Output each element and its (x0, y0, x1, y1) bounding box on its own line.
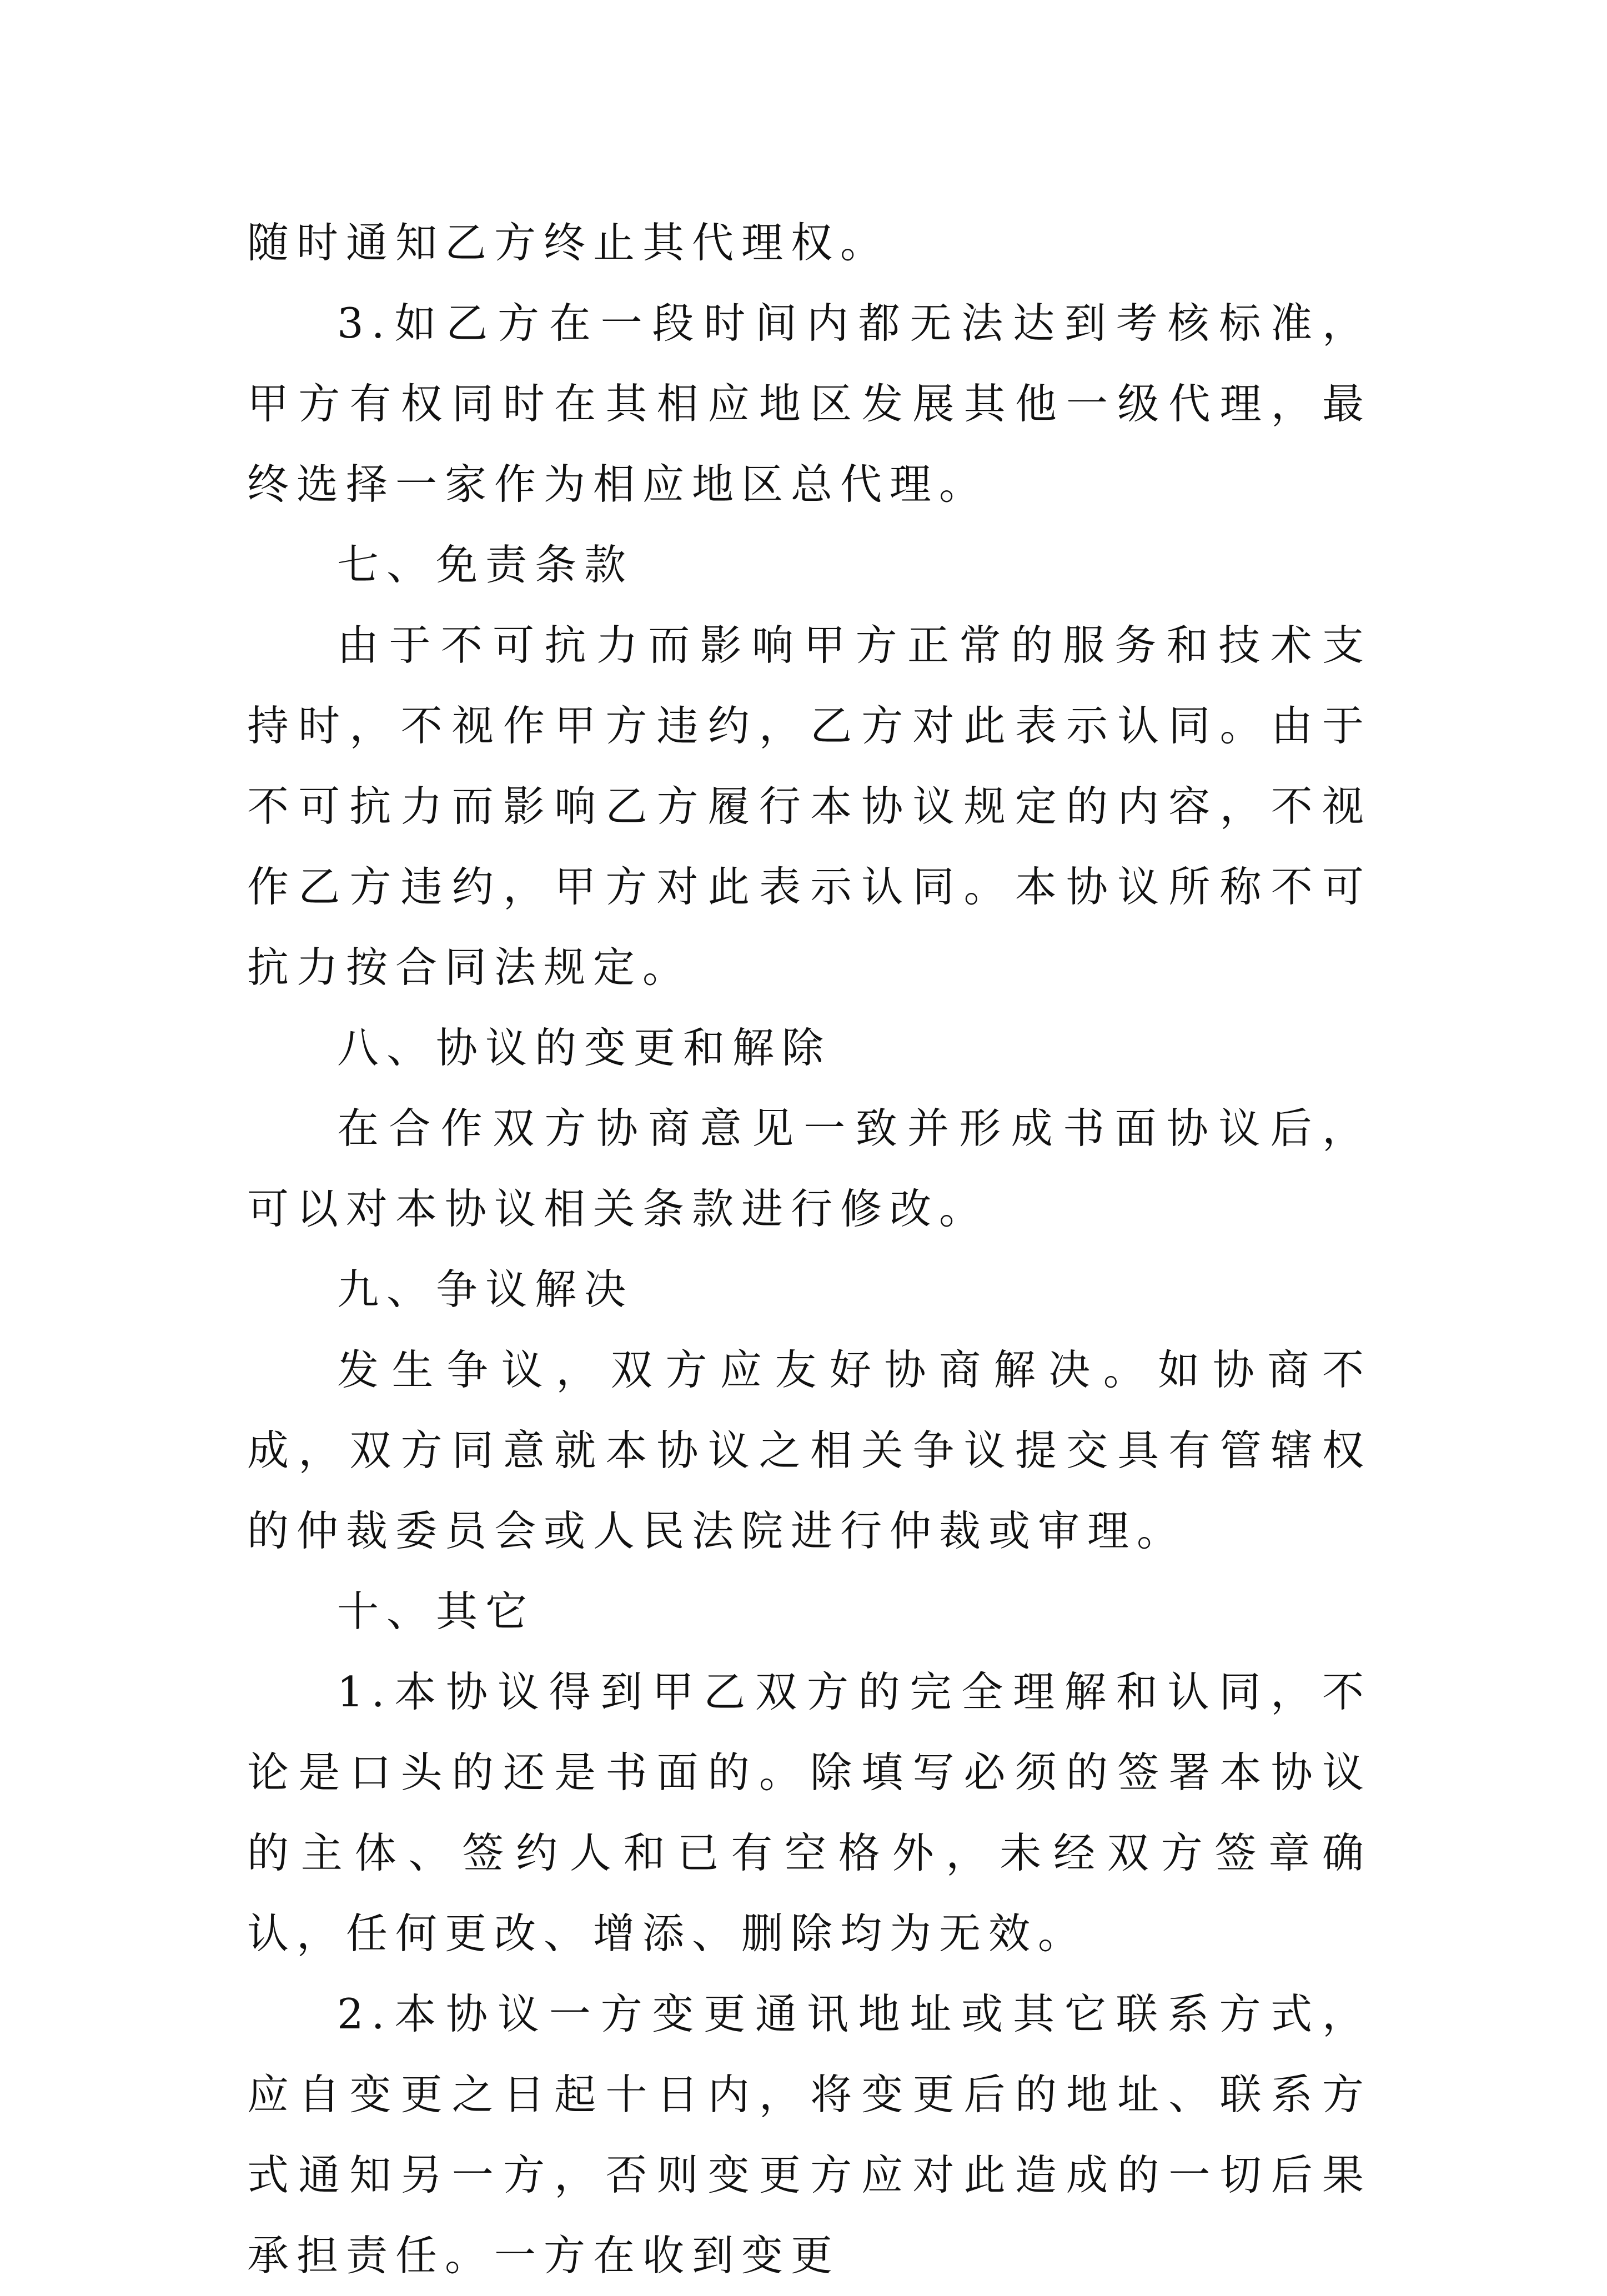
heading-section-10: 十、其它 (337, 1587, 535, 1636)
heading-section-7: 七、免责条款 (337, 540, 634, 589)
paragraph-clause-10-2: 2.本协议一方变更通讯地址或其它联系方式，应自变更之日起十日内，将变更后的地址、联系方式通知另一方，否则变更方应对此造成的一切后果承担责任。一方在收到变更 (247, 1989, 1372, 2280)
paragraph-clause-10-1: 1.本协议得到甲乙双方的完全理解和认同，不论是口头的还是书面的。除填写必须的签署本协议的主体、签约人和已有空格外，未经双方签章确认，任何更改、增添、删除均为无效。 (247, 1667, 1372, 1958)
paragraph-continuation: 随时通知乙方终止其代理权。 (247, 218, 890, 267)
document-body (247, 203, 1372, 2296)
paragraph-clause-6-3: 3.如乙方在一段时间内都无法达到考核标准，甲方有权同时在其相应地区发展其他一级代理，最终选择一家作为相应地区总代理。 (247, 299, 1372, 509)
paragraph-section-9: 发生争议，双方应友好协商解决。如协商不成，双方同意就本协议之相关争议提交具有管辖权的仲裁委员会或人民法院进行仲裁或审理。 (247, 1345, 1372, 1555)
heading-section-9: 九、争议解决 (337, 1265, 634, 1314)
paragraph-section-8: 在合作双方协商意见一致并形成书面协议后，可以对本协议相关条款进行修改。 (247, 1104, 1372, 1233)
paragraph-section-7: 由于不可抗力而影响甲方正常的服务和技术支持时，不视作甲方违约，乙方对此表示认同。由于不可抗力而影响乙方履行本协议规定的内容，不视作乙方违约，甲方对此表示认同。本协议所称不可抗力按合同法规定。 (247, 621, 1372, 992)
heading-section-8: 八、协议的变更和解除 (337, 1023, 832, 1072)
